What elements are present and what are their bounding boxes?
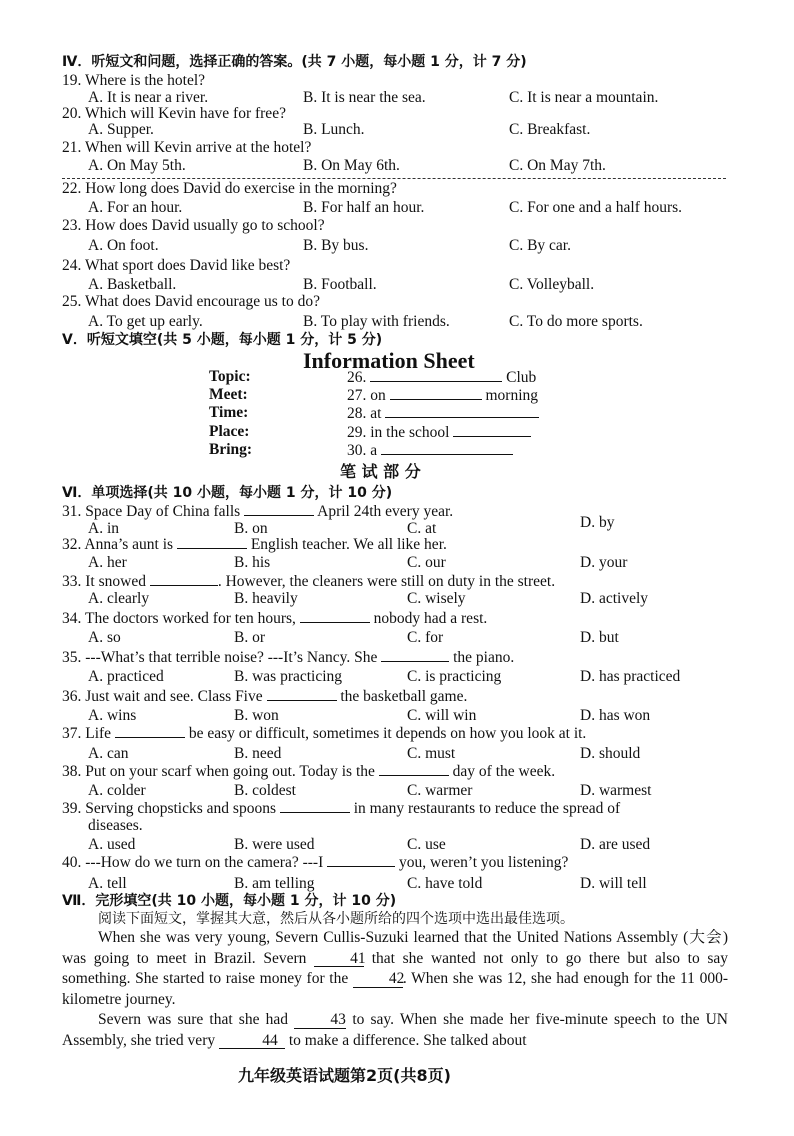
stem-after-blank: English teacher. We all like her. <box>250 536 447 553</box>
option-d: D. has won <box>580 707 651 724</box>
option-a: A. clearly <box>88 590 150 607</box>
section-5-title: Ⅴ．听短文填空(共 5 小题，每小题 1 分，计 5 分) <box>62 332 383 348</box>
section-4-title: Ⅳ．听短文和问题，选择正确的答案。(共 7 小题，每小题 1 分，计 7 分) <box>62 54 527 70</box>
row-prefix: 26. <box>347 369 367 386</box>
question-39-stem <box>62 800 620 817</box>
option-d: D. actively <box>580 590 649 607</box>
answer-blank[interactable] <box>267 688 337 701</box>
option-d: D. has practiced <box>580 668 681 685</box>
answer-blank[interactable] <box>381 649 449 662</box>
option-c: C. for <box>407 629 444 646</box>
stem-before-blank: 35. ---What’s that terrible noise? ---It’s Nancy. She <box>62 649 378 666</box>
text-segment: Severn was sure that she had <box>98 1011 288 1028</box>
question-32-stem <box>62 536 447 553</box>
blank-42[interactable]: 42 <box>353 971 403 988</box>
written-part-title: 笔 试 部 分 <box>340 462 421 481</box>
option-a: A. practiced <box>88 668 164 685</box>
question-text: 21. When will Kevin arrive at the hotel? <box>62 139 312 156</box>
text-segment: When she was very young, Severn Cullis-Suzuki learned that the United Nations Assembly (大会) was going to meet in Brazil. Severn <box>62 929 728 967</box>
option-a: A. On May 5th. <box>88 157 186 174</box>
option-c: C. is practicing <box>407 668 502 685</box>
question-31-stem <box>62 503 453 520</box>
stem-after-blank: . However, the cleaners were still on duty in the street. <box>217 573 556 590</box>
blank-27[interactable] <box>390 387 482 400</box>
stem-after-blank: April 24th every year. <box>317 503 454 520</box>
question-text: 24. What sport does David like best? <box>62 257 291 274</box>
option-b: B. on <box>234 520 268 537</box>
option-a: A. Basketball. <box>88 276 177 293</box>
sheet-label-meet: Meet: <box>209 386 248 403</box>
option-a: A. can <box>88 745 129 762</box>
question-40-stem <box>62 854 568 871</box>
cloze-paragraph-1 <box>62 928 728 1010</box>
option-a: A. It is near a river. <box>88 89 209 106</box>
question-text: 19. Where is the hotel? <box>62 72 206 89</box>
option-a: A. her <box>88 554 127 571</box>
section-6-title: Ⅵ．单项选择(共 10 小题，每小题 1 分，计 10 分) <box>62 485 393 501</box>
row-prefix: 27. on <box>347 387 386 404</box>
option-b: B. Lunch. <box>303 121 365 138</box>
question-text: 20. Which will Kevin have for free? <box>62 105 286 122</box>
information-sheet-title: Information Sheet <box>303 348 475 373</box>
row-suffix: morning <box>485 387 539 404</box>
option-a: A. used <box>88 836 136 853</box>
stem-before-blank: 40. ---How do we turn on the camera? ---I <box>62 854 324 871</box>
answer-blank[interactable] <box>150 573 218 586</box>
blank-29[interactable] <box>453 424 531 437</box>
sheet-row-27 <box>347 387 538 404</box>
option-d: D. your <box>580 554 628 571</box>
section-7-instruction: 阅读下面短文，掌握其大意，然后从各小题所给的四个选项中选出最佳选项。 <box>98 911 574 927</box>
answer-blank[interactable] <box>379 763 449 776</box>
option-c: C. use <box>407 836 446 853</box>
text-segment: that she wanted not only to go there but also to say something. She started to raise money for the <box>62 949 729 987</box>
answer-blank[interactable] <box>327 854 395 867</box>
question-text: 22. How long does David do exercise in the morning? <box>62 180 397 197</box>
option-a: A. To get up early. <box>88 313 203 330</box>
stem-before-blank: 36. Just wait and see. Class Five <box>62 688 263 705</box>
stem-before-blank: 38. Put on your scarf when going out. Today is the <box>62 763 375 780</box>
option-a: A. Supper. <box>88 121 154 138</box>
option-d: D. warmest <box>580 782 652 799</box>
option-c: C. By car. <box>509 237 571 254</box>
row-suffix: Club <box>506 369 537 386</box>
stem-after-blank: nobody had a rest. <box>373 610 488 627</box>
stem-after-blank: the piano. <box>453 649 515 666</box>
dashed-divider <box>62 178 726 179</box>
option-c: C. To do more sports. <box>509 313 643 330</box>
question-37-stem <box>62 725 586 742</box>
option-b: B. coldest <box>234 782 296 799</box>
stem-after-blank: in many restaurants to reduce the spread of <box>353 800 621 817</box>
sheet-row-26 <box>347 369 536 386</box>
question-39-stem-continued: diseases. <box>88 817 143 834</box>
sheet-label-time: Time: <box>209 404 249 421</box>
option-b: B. his <box>234 554 271 571</box>
option-b: B. By bus. <box>303 237 369 254</box>
stem-after-blank: the basketball game. <box>340 688 468 705</box>
option-d: D. will tell <box>580 875 647 892</box>
blank-28[interactable] <box>385 405 539 418</box>
option-c: C. must <box>407 745 456 762</box>
answer-blank[interactable] <box>280 800 350 813</box>
answer-blank[interactable] <box>115 725 185 738</box>
question-35-stem <box>62 649 514 666</box>
sheet-row-28 <box>347 405 539 422</box>
row-prefix: 30. a <box>347 442 378 459</box>
option-c: C. will win <box>407 707 477 724</box>
text-segment: . When she was 12, she had enough for the 11 000-kilometre journey. <box>62 970 728 1008</box>
option-a: A. wins <box>88 707 137 724</box>
cloze-paragraph-2 <box>62 1010 728 1051</box>
option-c: C. Volleyball. <box>509 276 595 293</box>
cloze-passage <box>62 928 728 1051</box>
question-34-stem <box>62 610 487 627</box>
option-b: B. am telling <box>234 875 315 892</box>
option-b: B. need <box>234 745 282 762</box>
option-c: C. It is near a mountain. <box>509 89 659 106</box>
section-7-title: Ⅶ．完形填空(共 10 小题，每小题 1 分，计 10 分) <box>62 893 397 909</box>
stem-after-blank: you, weren’t you listening? <box>399 854 569 871</box>
question-38-stem <box>62 763 555 780</box>
option-b: B. Football. <box>303 276 377 293</box>
sheet-row-30 <box>347 442 513 459</box>
option-c: C. For one and a half hours. <box>509 199 683 216</box>
sheet-label-bring: Bring: <box>209 441 253 458</box>
option-b: B. On May 6th. <box>303 157 400 174</box>
stem-before-blank: 39. Serving chopsticks and spoons <box>62 800 276 817</box>
option-d: D. by <box>580 514 615 531</box>
option-c: C. at <box>407 520 437 537</box>
row-prefix: 28. at <box>347 405 382 422</box>
option-c: C. warmer <box>407 782 473 799</box>
stem-after-blank: be easy or difficult, sometimes it depends on how you look at it. <box>188 725 587 742</box>
blank-41[interactable]: 41 <box>314 951 364 968</box>
option-c: C. have told <box>407 875 483 892</box>
blank-30[interactable] <box>381 442 513 455</box>
blank-43[interactable]: 43 <box>294 1012 346 1029</box>
option-c: C. On May 7th. <box>509 157 606 174</box>
option-a: A. On foot. <box>88 237 159 254</box>
question-text: 23. How does David usually go to school? <box>62 217 325 234</box>
option-a: A. For an hour. <box>88 199 183 216</box>
option-c: C. Breakfast. <box>509 121 591 138</box>
text-segment: to make a difference. She talked about <box>288 1031 527 1049</box>
option-a: A. so <box>88 629 121 646</box>
option-b: B. was practicing <box>234 668 343 685</box>
stem-before-blank: 33. It snowed <box>62 573 146 590</box>
question-36-stem <box>62 688 467 705</box>
option-b: B. or <box>234 629 265 646</box>
option-c: C. our <box>407 554 446 571</box>
option-c: C. wisely <box>407 590 466 607</box>
question-text: 25. What does David encourage us to do? <box>62 293 320 310</box>
page-footer: 九年级英语试题第2页(共8页) <box>238 1066 451 1085</box>
stem-after-blank: day of the week. <box>452 763 556 780</box>
stem-before-blank: 34. The doctors worked for ten hours, <box>62 610 296 627</box>
option-b: B. It is near the sea. <box>303 89 426 106</box>
stem-before-blank: 37. Life <box>62 725 112 742</box>
option-b: B. were used <box>234 836 315 853</box>
text-segment: to say. When she made her five-minute speech to the UN Assembly, she tried very <box>62 1011 728 1049</box>
option-d: D. should <box>580 745 641 762</box>
option-a: A. colder <box>88 782 146 799</box>
blank-26[interactable] <box>370 369 502 382</box>
answer-blank[interactable] <box>244 503 314 516</box>
row-prefix: 29. in the school <box>347 424 450 441</box>
answer-blank[interactable] <box>177 536 247 549</box>
sheet-label-place: Place: <box>209 423 250 440</box>
blank-44[interactable]: 44 <box>219 1033 285 1050</box>
option-d: D. but <box>580 629 619 646</box>
stem-before-blank: 32. Anna’s aunt is <box>62 536 174 553</box>
stem-before-blank: 31. Space Day of China falls <box>62 503 241 520</box>
option-b: B. heavily <box>234 590 298 607</box>
option-b: B. won <box>234 707 279 724</box>
answer-blank[interactable] <box>300 610 370 623</box>
option-a: A. in <box>88 520 119 537</box>
option-d: D. are used <box>580 836 651 853</box>
option-b: B. To play with friends. <box>303 313 450 330</box>
option-b: B. For half an hour. <box>303 199 425 216</box>
option-a: A. tell <box>88 875 127 892</box>
sheet-label-topic: Topic: <box>209 368 251 385</box>
sheet-row-29 <box>347 424 531 441</box>
question-33-stem <box>62 573 555 590</box>
